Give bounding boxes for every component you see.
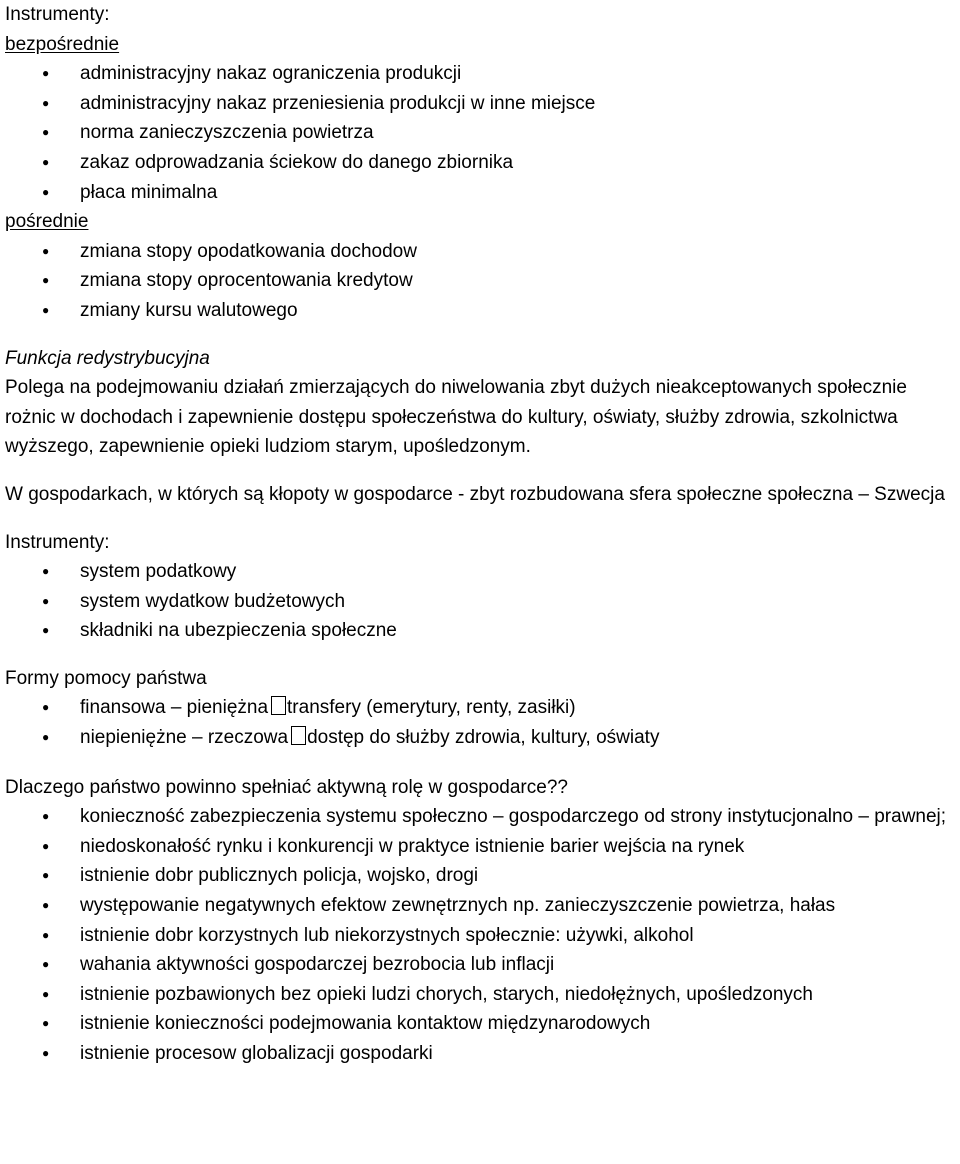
arrow-placeholder-icon xyxy=(271,696,286,715)
indirect-label: pośrednie xyxy=(5,211,89,233)
help-form-type: niepieniężne – rzeczowa xyxy=(80,727,289,749)
list-item: ● zmiana stopy oprocentowania kredytow xyxy=(5,266,955,296)
redistribution-paragraph: Polega na podejmowaniu działań zmierzających do niwelowania zbyt dużych nieakceptowanych społecznie rożnic w dochodach i zapewnienie dostępu społeczeństwa do kultury, oświaty, służby zdrowia, szkolnictwa wyższego, zapewnienie opieki ludziom starym, upośledzonym. xyxy=(5,377,907,458)
document-page xyxy=(5,0,955,1069)
list-item: ● istnienie konieczności podejmowania kontaktow międzynarodowych xyxy=(5,1009,955,1039)
help-forms-heading: Formy pomocy państwa xyxy=(5,667,207,689)
list-item: ● norma zanieczyszczenia powietrza xyxy=(5,118,955,148)
redistribution-heading: Funkcja redystrybucyjna xyxy=(5,347,210,369)
list-item: ● składniki na ubezpieczenia społeczne xyxy=(5,616,955,646)
list-item xyxy=(5,693,955,723)
list-item: ● zmiany kursu walutowego xyxy=(5,296,955,326)
instruments-heading: Instrumenty: xyxy=(5,4,110,25)
help-form-detail: transfery (emerytury, renty, zasiłki) xyxy=(287,697,576,719)
list-item: ● administracyjny nakaz przeniesienia produkcji w inne miejsce xyxy=(5,89,955,119)
list-item: ● wahania aktywności gospodarczej bezrobocia lub inflacji xyxy=(5,950,955,980)
list-item: ● występowanie negatywnych efektow zewnętrznych np. zanieczyszczenie powietrza, hałas xyxy=(5,891,955,921)
list-item: ● zmiana stopy opodatkowania dochodow xyxy=(5,237,955,267)
list-item: ● system podatkowy xyxy=(5,557,955,587)
direct-label: bezpośrednie xyxy=(5,33,120,55)
arrow-placeholder-icon xyxy=(291,726,306,745)
list-item: ● płaca minimalna xyxy=(5,178,955,208)
why-heading: Dlaczego państwo powinno spełniać aktywną rolę w gospodarce?? xyxy=(5,776,568,798)
list-item: ● istnienie procesow globalizacji gospodarki xyxy=(5,1039,955,1069)
instruments-heading-2: Instrumenty: xyxy=(5,531,110,553)
list-item: ● zakaz odprowadzania ściekow do danego zbiornika xyxy=(5,148,955,178)
list-item: ● istnienie pozbawionych bez opieki ludzi chorych, starych, niedołężnych, upośledzonych xyxy=(5,980,955,1010)
list-item: ● konieczność zabezpieczenia systemu społeczno – gospodarczego od strony instytucjonalno – prawnej; xyxy=(5,802,955,832)
help-form-type: finansowa – pieniężna xyxy=(80,697,269,719)
list-item xyxy=(5,723,955,753)
redistribution-paragraph-2: W gospodarkach, w których są kłopoty w gospodarce - zbyt rozbudowana sfera społeczne społeczna – Szwecja xyxy=(5,483,945,505)
list-item: ● administracyjny nakaz ograniczenia produkcji xyxy=(5,59,955,89)
help-form-detail: dostęp do służby zdrowia, kultury, oświaty xyxy=(307,727,660,749)
list-item: ● system wydatkow budżetowych xyxy=(5,587,955,617)
list-item: ● istnienie dobr publicznych policja, wojsko, drogi xyxy=(5,861,955,891)
list-item: ● istnienie dobr korzystnych lub niekorzystnych społecznie: używki, alkohol xyxy=(5,921,955,951)
list-item: ● niedoskonałość rynku i konkurencji w praktyce istnienie barier wejścia na rynek xyxy=(5,832,955,862)
